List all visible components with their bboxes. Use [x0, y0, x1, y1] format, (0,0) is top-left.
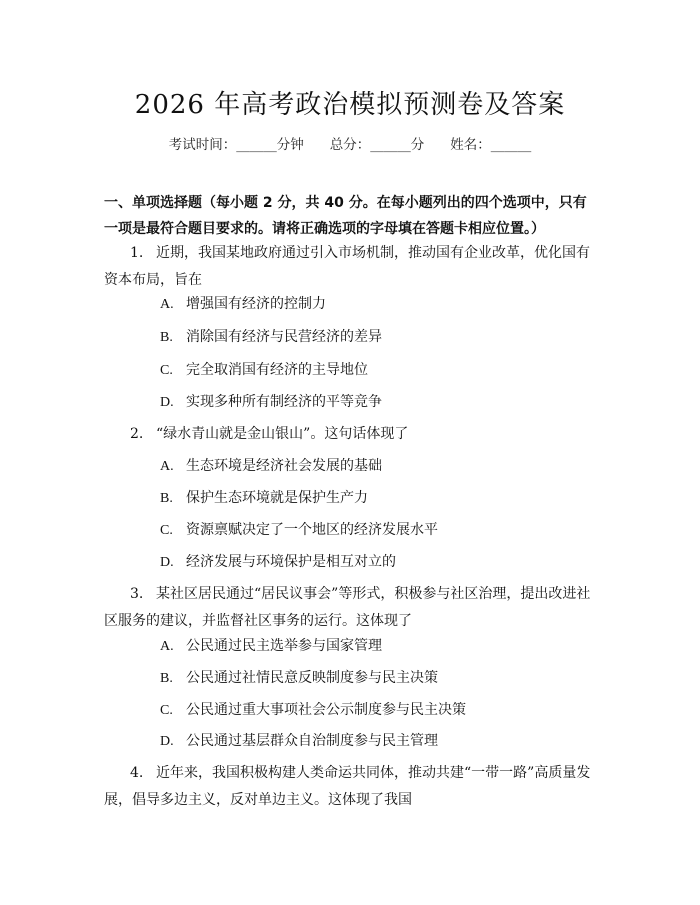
option-text: 公民通过社情民意反映制度参与民主决策 — [186, 670, 438, 686]
option-letter: B. — [160, 491, 173, 506]
option-letter: A. — [160, 639, 174, 654]
question-number: 3. — [130, 586, 144, 602]
exam-time-field: 考试时间：______分钟 — [168, 137, 304, 153]
question-4 — [104, 760, 600, 814]
option-text: 保护生态环境就是保护生产力 — [186, 490, 368, 506]
question-number: 2. — [130, 426, 144, 442]
option-text: 资源禀赋决定了一个地区的经济发展水平 — [186, 522, 438, 538]
option-text: 消除国有经济与民营经济的差异 — [186, 329, 382, 345]
option-letter: C. — [160, 363, 173, 378]
option-letter: D. — [160, 395, 174, 410]
option-letter: B. — [160, 330, 173, 345]
option-letter: D. — [160, 555, 174, 570]
page-title: 2026 年高考政治模拟预测卷及答案 — [134, 90, 566, 120]
option-letter: A. — [160, 297, 174, 312]
question-1-option-a — [160, 294, 600, 315]
question-number: 1. — [130, 245, 144, 261]
option-text: 增强国有经济的控制力 — [186, 296, 326, 312]
question-3 — [104, 581, 600, 635]
question-2-option-b — [160, 488, 600, 509]
option-text: 完全取消国有经济的主导地位 — [186, 362, 368, 378]
option-letter: B. — [160, 671, 173, 686]
option-letter: C. — [160, 703, 173, 718]
question-3-option-c — [160, 700, 600, 721]
question-2-option-a — [160, 456, 600, 477]
section-heading: 一、单项选择题（每小题 2 分，共 40 分。在每小题列出的四个选项中，只有一项是最符合题目要求的。请将正确选项的字母填在答题卡相应位置。） — [104, 195, 587, 237]
question-2-option-d — [160, 552, 600, 573]
total-score-field: 总分：______分 — [329, 137, 425, 153]
option-text: 公民通过重大事项社会公示制度参与民主决策 — [186, 702, 466, 718]
question-stem: 某社区居民通过“居民议事会”等形式，积极参与社区治理，提出改进社区服务的建议，并监督社区事务的运行。这体现了 — [104, 586, 591, 629]
question-1-option-b — [160, 327, 600, 348]
question-1 — [104, 240, 600, 294]
option-text: 公民通过民主选举参与国家管理 — [186, 638, 382, 654]
exam-meta — [0, 133, 700, 153]
question-3-option-a — [160, 636, 600, 657]
question-3-option-b — [160, 668, 600, 689]
option-text: 公民通过基层群众自治制度参与民主管理 — [186, 733, 438, 749]
option-text: 生态环境是经济社会发展的基础 — [186, 458, 382, 474]
option-letter: C. — [160, 523, 173, 538]
question-stem: “绿水青山就是金山银山”。这句话体现了 — [156, 426, 409, 442]
question-stem: 近期，我国某地政府通过引入市场机制，推动国有企业改革，优化国有资本布局，旨在 — [104, 245, 590, 288]
question-2 — [104, 421, 600, 448]
option-text: 实现多种所有制经济的平等竞争 — [186, 394, 382, 410]
question-number: 4. — [130, 765, 144, 781]
question-2-option-c — [160, 520, 600, 541]
question-stem: 近年来，我国积极构建人类命运共同体，推动共建“一带一路”高质量发展，倡导多边主义，反对单边主义。这体现了我国 — [104, 765, 591, 808]
student-name-field: 姓名：______ — [450, 137, 532, 153]
question-1-option-c — [160, 360, 600, 381]
option-letter: A. — [160, 459, 174, 474]
question-1-option-d — [160, 392, 600, 413]
question-3-option-d — [160, 731, 600, 752]
option-text: 经济发展与环境保护是相互对立的 — [186, 554, 396, 570]
option-letter: D. — [160, 734, 174, 749]
